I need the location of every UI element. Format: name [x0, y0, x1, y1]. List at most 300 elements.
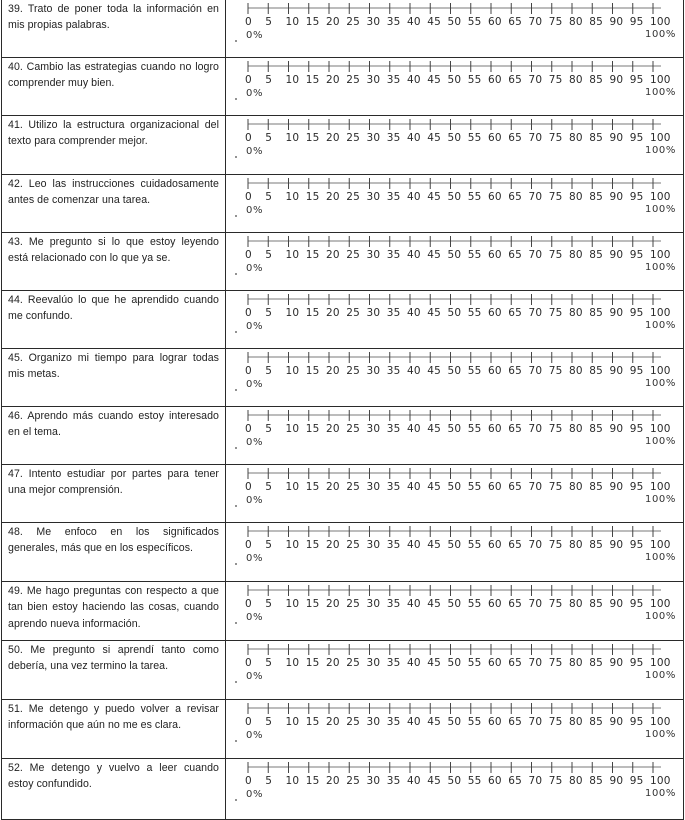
scale-tick-label: 60 — [488, 423, 502, 435]
scale-tick-label: 55 — [467, 74, 482, 86]
scale-tick-label: 60 — [488, 775, 502, 787]
scale-tick-label: 35 — [386, 16, 401, 28]
scale-tick-label: 65 — [508, 481, 523, 493]
scale-tick-label: 10 — [285, 716, 300, 728]
question-row — [1, 407, 684, 465]
scale-tick-label: 35 — [386, 539, 401, 551]
scale-tick-label: 30 — [366, 539, 381, 551]
scale-tick-label: 60 — [488, 481, 502, 493]
question-row — [1, 233, 684, 291]
scale-min-label: 0% — [246, 379, 264, 390]
question-row — [1, 700, 684, 759]
question-row — [1, 175, 684, 233]
scale-tick-label: 50 — [447, 74, 462, 86]
scale-min-label: 0% — [246, 30, 264, 41]
scale-tick-label: 40 — [407, 74, 421, 86]
question-row — [1, 582, 684, 641]
scale-ruler[interactable] — [226, 641, 684, 697]
scale-ruler[interactable] — [226, 175, 684, 231]
scale-tick-label: 80 — [569, 775, 583, 787]
scale-min-label: 0% — [246, 263, 264, 274]
scale-tick-label: 25 — [346, 598, 361, 610]
scale-tick-label: 100 — [650, 307, 671, 319]
scale-tick-label: 25 — [346, 191, 361, 203]
scale-tick-label: 15 — [305, 539, 320, 551]
scale-max-label: 100% — [645, 670, 676, 681]
scale-tick-label: 35 — [386, 191, 401, 203]
scale-tick-label: 20 — [326, 365, 340, 377]
scale-tick-label: 85 — [589, 716, 604, 728]
scale-tick-label: 30 — [366, 423, 381, 435]
scale-tick-label: 95 — [629, 423, 644, 435]
scale-tick-label: 70 — [528, 423, 543, 435]
scale-tick-label: 5 — [265, 423, 273, 435]
scale-tick-label: 50 — [447, 249, 462, 261]
scale-tick-label: 20 — [326, 249, 340, 261]
scale-tick-label: 70 — [528, 132, 543, 144]
scale-tick-label: 95 — [629, 598, 644, 610]
scale-tick-label: 90 — [609, 191, 624, 203]
scale-tick-label: 25 — [346, 74, 361, 86]
scale-ruler[interactable] — [226, 291, 684, 347]
marker-dot — [235, 389, 237, 391]
scale-tick-label: 50 — [447, 365, 462, 377]
scale-tick-label: 65 — [508, 775, 523, 787]
scale-tick-label: 45 — [427, 74, 442, 86]
scale-tick-label: 80 — [569, 191, 583, 203]
scale-tick-label: 100 — [650, 775, 671, 787]
scale-tick-label: 60 — [488, 16, 502, 28]
question-row — [1, 641, 684, 700]
scale-tick-label: 20 — [326, 598, 340, 610]
scale-tick-label: 20 — [326, 775, 340, 787]
question-row — [1, 349, 684, 407]
marker-dot — [235, 563, 237, 565]
scale-tick-label: 15 — [305, 775, 320, 787]
scale-tick-label: 70 — [528, 307, 543, 319]
scale-tick-label: 25 — [346, 775, 361, 787]
scale-tick-label: 5 — [265, 249, 273, 261]
question-text: 48. Me enfoco en los significados generales, más que en los específicos. — [2, 523, 226, 581]
scale-tick-label: 45 — [427, 423, 442, 435]
scale-tick-label: 70 — [528, 365, 543, 377]
scale-tick-label: 60 — [488, 598, 502, 610]
scale-tick-label: 60 — [488, 132, 502, 144]
scale-tick-label: 100 — [650, 16, 671, 28]
scale-tick-label: 95 — [629, 365, 644, 377]
scale-tick-label: 55 — [467, 365, 482, 377]
scale-tick-label: 80 — [569, 365, 583, 377]
scale-tick-label: 40 — [407, 16, 421, 28]
scale-tick-label: 35 — [386, 598, 401, 610]
scale-tick-label: 100 — [650, 249, 671, 261]
scale-tick-label: 50 — [447, 191, 462, 203]
scale-min-label: 0% — [246, 730, 264, 741]
scale-tick-label: 0 — [245, 598, 252, 610]
scale-tick-label: 75 — [548, 249, 563, 261]
scale-tick-label: 95 — [629, 657, 644, 669]
scale-tick-label: 55 — [467, 249, 482, 261]
scale-tick-label: 15 — [305, 16, 320, 28]
scale-tick-label: 65 — [508, 249, 523, 261]
scale-tick-label: 60 — [488, 365, 502, 377]
scale-tick-label: 30 — [366, 249, 381, 261]
scale-ruler[interactable] — [226, 233, 684, 289]
marker-dot — [235, 740, 237, 742]
scale-tick-label: 10 — [285, 481, 300, 493]
scale-tick-label: 75 — [548, 365, 563, 377]
rating-scale[interactable] — [226, 116, 683, 174]
scale-tick-label: 50 — [447, 307, 462, 319]
rating-scale[interactable] — [226, 349, 683, 406]
question-row — [1, 116, 684, 175]
scale-tick-label: 40 — [407, 191, 421, 203]
scale-tick-label: 10 — [285, 16, 300, 28]
scale-tick-label: 40 — [407, 481, 421, 493]
scale-tick-label: 5 — [265, 16, 273, 28]
scale-tick-label: 40 — [407, 423, 421, 435]
rating-scale[interactable] — [226, 407, 683, 464]
scale-tick-label: 65 — [508, 423, 523, 435]
scale-ruler[interactable] — [226, 523, 684, 579]
rating-scale[interactable] — [226, 233, 683, 290]
scale-tick-label: 85 — [589, 657, 604, 669]
scale-max-label: 100% — [645, 87, 676, 98]
scale-tick-label: 15 — [305, 191, 320, 203]
scale-tick-label: 50 — [447, 481, 462, 493]
scale-tick-label: 30 — [366, 74, 381, 86]
scale-max-label: 100% — [645, 320, 676, 331]
question-row — [1, 58, 684, 116]
scale-max-label: 100% — [645, 552, 676, 563]
scale-tick-label: 35 — [386, 775, 401, 787]
scale-tick-label: 35 — [386, 481, 401, 493]
rating-scale[interactable] — [226, 291, 683, 348]
scale-tick-label: 75 — [548, 716, 563, 728]
scale-tick-label: 95 — [629, 307, 644, 319]
scale-tick-label: 90 — [609, 598, 624, 610]
scale-tick-label: 10 — [285, 249, 300, 261]
scale-ruler[interactable] — [226, 465, 684, 521]
scale-tick-label: 75 — [548, 657, 563, 669]
scale-tick-label: 20 — [326, 716, 340, 728]
scale-tick-label: 95 — [629, 249, 644, 261]
scale-tick-label: 25 — [346, 307, 361, 319]
scale-tick-label: 10 — [285, 775, 300, 787]
scale-tick-label: 85 — [589, 365, 604, 377]
question-row — [1, 465, 684, 523]
scale-tick-label: 35 — [386, 249, 401, 261]
scale-tick-label: 65 — [508, 598, 523, 610]
scale-tick-label: 45 — [427, 716, 442, 728]
scale-max-label: 100% — [645, 204, 676, 215]
scale-tick-label: 35 — [386, 423, 401, 435]
scale-tick-label: 55 — [467, 132, 482, 144]
scale-tick-label: 70 — [528, 16, 543, 28]
scale-tick-label: 0 — [245, 307, 252, 319]
scale-tick-label: 80 — [569, 539, 583, 551]
scale-tick-label: 100 — [650, 716, 671, 728]
question-row — [1, 291, 684, 349]
scale-ruler[interactable] — [226, 58, 684, 114]
scale-tick-label: 90 — [609, 539, 624, 551]
rating-scale[interactable] — [226, 175, 683, 232]
scale-tick-label: 75 — [548, 191, 563, 203]
rating-scale[interactable] — [226, 700, 683, 758]
rating-scale[interactable] — [226, 465, 683, 522]
scale-tick-label: 15 — [305, 716, 320, 728]
scale-tick-label: 60 — [488, 716, 502, 728]
scale-tick-label: 80 — [569, 74, 583, 86]
scale-tick-label: 55 — [467, 16, 482, 28]
scale-tick-label: 10 — [285, 598, 300, 610]
scale-min-label: 0% — [246, 321, 264, 332]
question-text: 45. Organizo mi tiempo para lograr todas mis metas. — [2, 349, 226, 406]
scale-tick-label: 45 — [427, 657, 442, 669]
scale-tick-label: 80 — [569, 716, 583, 728]
scale-tick-label: 25 — [346, 716, 361, 728]
scale-tick-label: 55 — [467, 539, 482, 551]
scale-tick-label: 100 — [650, 481, 671, 493]
scale-tick-label: 90 — [609, 365, 624, 377]
scale-tick-label: 90 — [609, 249, 624, 261]
scale-tick-label: 70 — [528, 775, 543, 787]
scale-tick-label: 25 — [346, 423, 361, 435]
rating-scale[interactable] — [226, 641, 683, 699]
scale-tick-label: 55 — [467, 307, 482, 319]
question-text: 42. Leo las instrucciones cuidadosamente antes de comenzar una tarea. — [2, 175, 226, 232]
scale-tick-label: 100 — [650, 74, 671, 86]
scale-tick-label: 75 — [548, 74, 563, 86]
scale-tick-label: 25 — [346, 657, 361, 669]
scale-tick-label: 45 — [427, 249, 442, 261]
scale-tick-label: 100 — [650, 191, 671, 203]
question-row — [1, 759, 684, 820]
scale-tick-label: 100 — [650, 423, 671, 435]
scale-tick-label: 60 — [488, 74, 502, 86]
scale-min-label: 0% — [246, 671, 264, 682]
scale-tick-label: 10 — [285, 539, 300, 551]
question-text: 43. Me pregunto si lo que estoy leyendo está relacionado con lo que ya se. — [2, 233, 226, 290]
scale-tick-label: 40 — [407, 132, 421, 144]
scale-tick-label: 25 — [346, 481, 361, 493]
scale-tick-label: 50 — [447, 16, 462, 28]
scale-tick-label: 65 — [508, 539, 523, 551]
scale-tick-label: 95 — [629, 481, 644, 493]
scale-min-label: 0% — [246, 88, 264, 99]
scale-tick-label: 55 — [467, 775, 482, 787]
scale-min-label: 0% — [246, 146, 264, 157]
question-row — [1, 0, 684, 58]
scale-tick-label: 20 — [326, 74, 340, 86]
scale-max-label: 100% — [645, 494, 676, 505]
scale-tick-label: 75 — [548, 775, 563, 787]
scale-tick-label: 20 — [326, 539, 340, 551]
scale-tick-label: 75 — [548, 598, 563, 610]
scale-tick-label: 40 — [407, 365, 421, 377]
scale-tick-label: 0 — [245, 249, 252, 261]
scale-tick-label: 10 — [285, 365, 300, 377]
scale-tick-label: 10 — [285, 423, 300, 435]
scale-tick-label: 0 — [245, 423, 252, 435]
scale-tick-label: 10 — [285, 307, 300, 319]
scale-tick-label: 75 — [548, 481, 563, 493]
scale-tick-label: 100 — [650, 539, 671, 551]
marker-dot — [235, 273, 237, 275]
scale-max-label: 100% — [645, 436, 676, 447]
scale-tick-label: 45 — [427, 365, 442, 377]
scale-tick-label: 55 — [467, 657, 482, 669]
scale-tick-label: 95 — [629, 539, 644, 551]
scale-tick-label: 25 — [346, 539, 361, 551]
scale-tick-label: 5 — [265, 481, 273, 493]
scale-ruler[interactable] — [226, 0, 684, 56]
scale-tick-label: 35 — [386, 657, 401, 669]
scale-min-label: 0% — [246, 612, 264, 623]
scale-ruler[interactable] — [226, 407, 684, 463]
scale-tick-label: 80 — [569, 598, 583, 610]
scale-tick-label: 10 — [285, 657, 300, 669]
scale-tick-label: 85 — [589, 191, 604, 203]
question-text: 41. Utilizo la estructura organizacional del texto para comprender mejor. — [2, 116, 226, 174]
scale-tick-label: 90 — [609, 423, 624, 435]
scale-tick-label: 20 — [326, 423, 340, 435]
scale-tick-label: 50 — [447, 423, 462, 435]
scale-tick-label: 30 — [366, 716, 381, 728]
scale-tick-label: 0 — [245, 481, 252, 493]
marker-dot — [235, 447, 237, 449]
scale-tick-label: 85 — [589, 249, 604, 261]
scale-tick-label: 5 — [265, 657, 273, 669]
marker-dot — [235, 331, 237, 333]
scale-tick-label: 75 — [548, 307, 563, 319]
scale-tick-label: 20 — [326, 307, 340, 319]
scale-tick-label: 90 — [609, 481, 624, 493]
rating-scale[interactable] — [226, 523, 683, 581]
scale-tick-label: 10 — [285, 191, 300, 203]
scale-tick-label: 45 — [427, 775, 442, 787]
rating-scale[interactable] — [226, 58, 683, 115]
scale-tick-label: 80 — [569, 132, 583, 144]
scale-max-label: 100% — [645, 29, 676, 40]
scale-tick-label: 50 — [447, 775, 462, 787]
scale-tick-label: 0 — [245, 775, 252, 787]
scale-tick-label: 0 — [245, 132, 252, 144]
scale-tick-label: 55 — [467, 598, 482, 610]
marker-dot — [235, 40, 237, 42]
scale-tick-label: 25 — [346, 132, 361, 144]
scale-tick-label: 65 — [508, 16, 523, 28]
scale-tick-label: 65 — [508, 307, 523, 319]
scale-tick-label: 40 — [407, 775, 421, 787]
scale-tick-label: 25 — [346, 365, 361, 377]
scale-min-label: 0% — [246, 789, 264, 800]
scale-tick-label: 95 — [629, 716, 644, 728]
question-text: 52. Me detengo y vuelvo a leer cuando estoy confundido. — [2, 759, 226, 819]
scale-tick-label: 0 — [245, 191, 252, 203]
scale-tick-label: 90 — [609, 716, 624, 728]
rating-scale[interactable] — [226, 582, 683, 640]
scale-tick-label: 5 — [265, 775, 273, 787]
scale-tick-label: 40 — [407, 539, 421, 551]
scale-tick-label: 70 — [528, 539, 543, 551]
question-row — [1, 523, 684, 582]
scale-tick-label: 85 — [589, 423, 604, 435]
scale-tick-label: 75 — [548, 132, 563, 144]
scale-tick-label: 20 — [326, 16, 340, 28]
scale-tick-label: 5 — [265, 307, 273, 319]
question-text: 51. Me detengo y puedo volver a revisar información que aún no me es clara. — [2, 700, 226, 758]
scale-tick-label: 85 — [589, 16, 604, 28]
scale-tick-label: 5 — [265, 598, 273, 610]
scale-tick-label: 15 — [305, 74, 320, 86]
scale-max-label: 100% — [645, 145, 676, 156]
scale-tick-label: 15 — [305, 481, 320, 493]
scale-tick-label: 75 — [548, 16, 563, 28]
scale-tick-label: 70 — [528, 191, 543, 203]
scale-tick-label: 60 — [488, 249, 502, 261]
scale-ruler[interactable] — [226, 116, 684, 172]
rating-scale[interactable] — [226, 759, 683, 819]
scale-tick-label: 35 — [386, 307, 401, 319]
scale-min-label: 0% — [246, 495, 264, 506]
scale-tick-label: 15 — [305, 423, 320, 435]
scale-tick-label: 55 — [467, 191, 482, 203]
scale-tick-label: 90 — [609, 775, 624, 787]
marker-dot — [235, 156, 237, 158]
question-text: 46. Aprendo más cuando estoy interesado en el tema. — [2, 407, 226, 464]
scale-tick-label: 80 — [569, 423, 583, 435]
scale-tick-label: 80 — [569, 16, 583, 28]
scale-tick-label: 30 — [366, 132, 381, 144]
scale-tick-label: 100 — [650, 365, 671, 377]
scale-tick-label: 85 — [589, 775, 604, 787]
scale-tick-label: 80 — [569, 249, 583, 261]
scale-tick-label: 75 — [548, 423, 563, 435]
scale-tick-label: 60 — [488, 191, 502, 203]
scale-tick-label: 45 — [427, 191, 442, 203]
scale-tick-label: 80 — [569, 307, 583, 319]
scale-min-label: 0% — [246, 437, 264, 448]
question-text: 47. Intento estudiar por partes para tener una mejor comprensión. — [2, 465, 226, 522]
scale-tick-label: 30 — [366, 307, 381, 319]
marker-dot — [235, 505, 237, 507]
scale-tick-label: 65 — [508, 365, 523, 377]
scale-tick-label: 80 — [569, 481, 583, 493]
scale-ruler[interactable] — [226, 700, 684, 756]
scale-tick-label: 70 — [528, 657, 543, 669]
scale-tick-label: 70 — [528, 249, 543, 261]
scale-tick-label: 35 — [386, 74, 401, 86]
scale-tick-label: 15 — [305, 598, 320, 610]
question-text: 40. Cambio las estrategias cuando no logro comprender muy bien. — [2, 58, 226, 115]
scale-tick-label: 30 — [366, 657, 381, 669]
scale-tick-label: 85 — [589, 481, 604, 493]
scale-tick-label: 40 — [407, 307, 421, 319]
scale-tick-label: 55 — [467, 481, 482, 493]
scale-ruler[interactable] — [226, 582, 684, 638]
scale-tick-label: 75 — [548, 539, 563, 551]
scale-ruler[interactable] — [226, 759, 684, 815]
scale-tick-label: 50 — [447, 539, 462, 551]
question-text: 49. Me hago preguntas con respecto a que tan bien estoy haciendo las cosas, cuando aprendo nueva información. — [2, 582, 226, 640]
scale-ruler[interactable] — [226, 349, 684, 405]
scale-tick-label: 45 — [427, 307, 442, 319]
scale-tick-label: 15 — [305, 657, 320, 669]
rating-scale[interactable] — [226, 0, 683, 57]
scale-tick-label: 30 — [366, 191, 381, 203]
scale-tick-label: 80 — [569, 657, 583, 669]
